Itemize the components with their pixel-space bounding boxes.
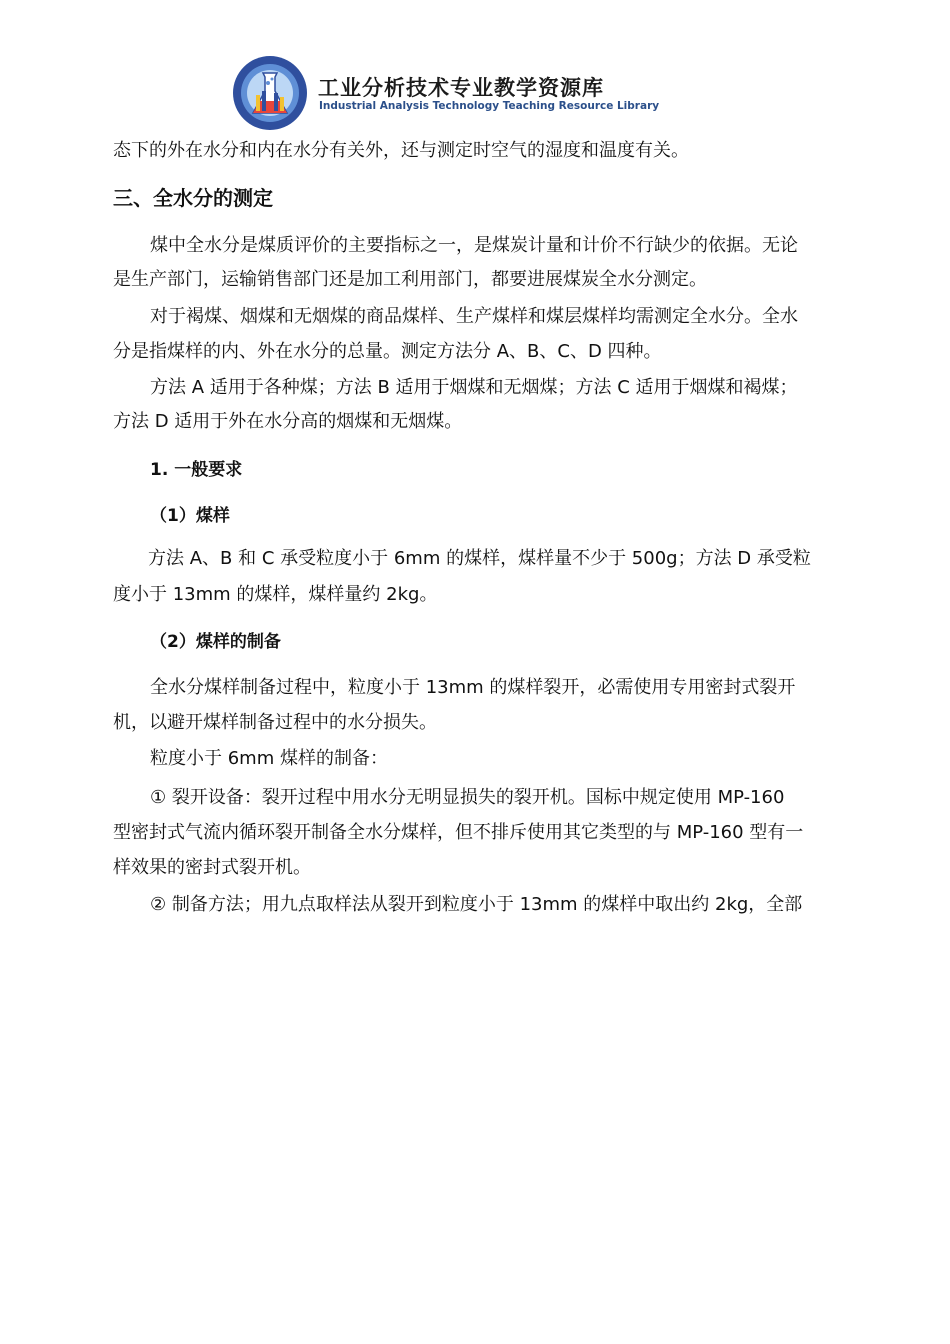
- header: [230, 55, 660, 133]
- paragraph-3-line-1: 方法 A 适用于各种煤；方法 B 适用于烟煤和无烟煤；方法 C 适用于烟煤和褐煤；: [150, 377, 798, 398]
- header-title: 工业分析技术专业教学资源库: [318, 76, 604, 100]
- section-heading: 三、全水分的测定: [113, 186, 273, 210]
- paragraph-6-line-1: 粒度小于 6mm 煤样的制备：: [150, 748, 388, 769]
- paragraph-1-line-1: 煤中全水分是煤质评价的主要指标之一，是煤炭计量和计价不行缺少的依据。无论: [150, 235, 798, 256]
- paragraph-4-line-1: 方法 A、B 和 C 承受粒度小于 6mm 的煤样，煤样量不少于 500g；方法 D 承受粒: [148, 548, 811, 569]
- paragraph-7-line-1: ① 裂开设备：裂开过程中用水分无明显损失的裂开机。国标中规定使用 MP-160: [150, 787, 785, 808]
- paragraph-5-line-1: 全水分煤样制备过程中，粒度小于 13mm 的煤样裂开，必需使用专用密封式裂开: [150, 677, 796, 698]
- paragraph-3-line-2: 方法 D 适用于外在水分高的烟煤和无烟煤。: [113, 411, 463, 432]
- paragraph-7-line-3: 样效果的密封式裂开机。: [113, 857, 311, 878]
- header-subtitle: Industrial Analysis Technology Teaching Resource Library: [319, 100, 660, 112]
- subheading-general-requirements: 1. 一般要求: [150, 460, 243, 480]
- paragraph-7-line-2: 型密封式气流内循环裂开制备全水分煤样，但不排斥使用其它类型的与 MP-160 型有一: [113, 822, 804, 843]
- paragraph-2-line-2: 分是指煤样的内、外在水分的总量。测定方法分 A、B、C、D 四种。: [113, 341, 662, 362]
- paragraph-5-line-2: 机，以避开煤样制备过程中的水分损失。: [113, 712, 437, 733]
- paragraph-1-line-2: 是生产部门，运输销售部门还是加工利用部门，都要进展煤炭全水分测定。: [113, 269, 707, 290]
- subheading-coal-sample: （1）煤样: [150, 506, 230, 526]
- intro-tail: 态下的外在水分和内在水分有关外，还与测定时空气的湿度和温度有关。: [113, 140, 689, 161]
- logo-emblem-icon: [232, 55, 308, 131]
- paragraph-8-line-1: ② 制备方法；用九点取样法从裂开到粒度小于 13mm 的煤样中取出约 2kg，全部: [150, 894, 803, 915]
- subheading-sample-preparation: （2）煤样的制备: [150, 632, 281, 652]
- paragraph-4-line-2: 度小于 13mm 的煤样，煤样量约 2kg。: [113, 584, 438, 605]
- paragraph-2-line-1: 对于褐煤、烟煤和无烟煤的商品煤样、生产煤样和煤层煤样均需测定全水分。全水: [150, 306, 798, 327]
